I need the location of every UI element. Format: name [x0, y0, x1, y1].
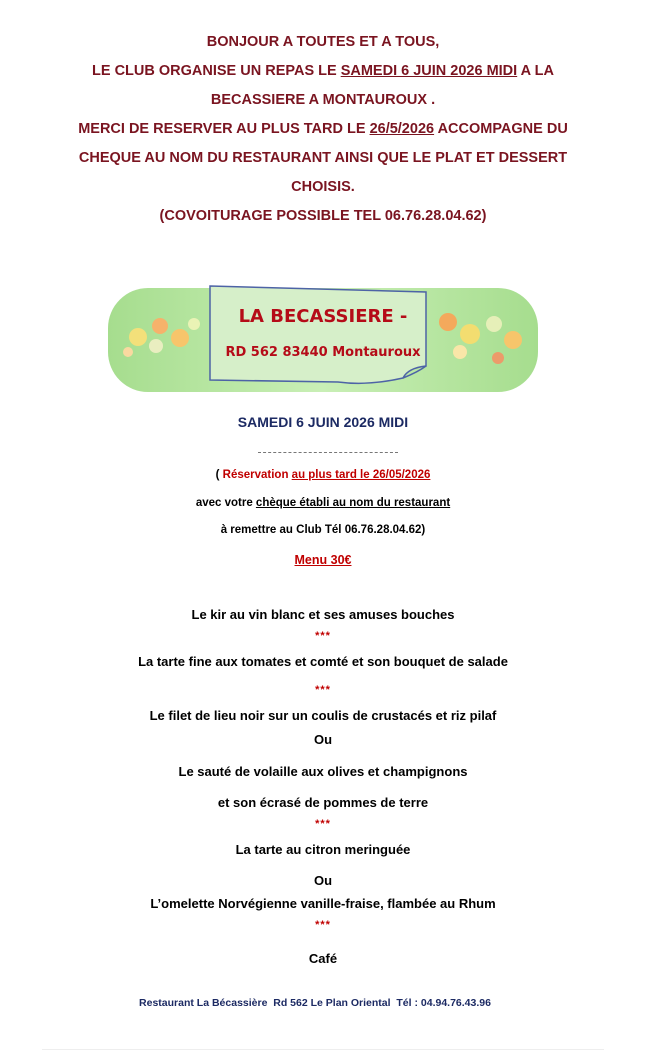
intro-deadline-date: 26/5/2026 — [369, 121, 435, 137]
intro-line-5: CHEQUE AU NOM DU RESTAURANT AINSI QUE LE PLAT ET DESSERT — [78, 150, 568, 166]
menu-entree: La tarte fine aux tomates et comté et son bouquet de salade — [138, 654, 508, 669]
menu-or-1: Ou — [313, 732, 333, 747]
menu-separator-3: *** — [315, 818, 331, 830]
menu-main-2-line-2: et son écrasé de pommes de terre — [217, 795, 429, 810]
cheque-text: chèque établi au nom du restaurant — [255, 497, 451, 509]
event-date: SAMEDI 6 JUIN 2026 MIDI — [237, 414, 409, 430]
bottom-divider — [42, 1049, 604, 1050]
intro-line-4 — [0, 115, 646, 144]
intro-line-2-prefix: LE CLUB ORGANISE UN REPAS LE — [92, 63, 341, 79]
intro-line-2-suffix: A LA — [517, 63, 554, 79]
intro-line-3: BECASSIERE A MONTAUROUX . — [210, 92, 436, 108]
restaurant-banner — [108, 282, 538, 394]
menu-coffee: Café — [308, 951, 338, 966]
reservation-label: Réservation — [222, 469, 292, 481]
menu-dessert-2: L’omelette Norvégienne vanille-fraise, flambée au Rhum — [150, 896, 496, 911]
menu-separator-1: *** — [315, 630, 331, 642]
menu-price: Menu 30€ — [294, 553, 352, 567]
restaurant-address: RD 562 83440 Montauroux — [225, 345, 421, 360]
cheque-line — [0, 497, 646, 509]
banner-graphic — [108, 282, 538, 394]
menu-separator-2: *** — [315, 684, 331, 696]
menu-main-2-line-1: Le sauté de volaille aux olives et champignons — [178, 764, 468, 779]
reservation-open: ( — [215, 469, 223, 481]
menu-separator-4: *** — [315, 919, 331, 931]
dashed-separator — [258, 452, 398, 453]
intro-line-1: BONJOUR A TOUTES ET A TOUS, — [206, 34, 440, 50]
reservation-line — [0, 469, 646, 481]
intro-message — [0, 28, 646, 231]
menu-dessert-1: La tarte au citron meringuée — [235, 842, 411, 857]
remettre-line: à remettre au Club Tél 06.76.28.04.62) — [220, 524, 426, 536]
intro-line-4-prefix: MERCI DE RESERVER AU PLUS TARD LE — [78, 121, 370, 137]
footer-contact: Restaurant La Bécassière Rd 562 Le Plan Oriental Tél : 04.94.76.43.96 — [139, 997, 491, 1009]
reservation-deadline: au plus tard le 26/05/2026 — [291, 469, 431, 481]
intro-line-2 — [0, 57, 646, 86]
intro-line-4-suffix: ACCOMPAGNE DU — [434, 121, 568, 137]
menu-starter: Le kir au vin blanc et ses amuses bouches — [191, 607, 455, 622]
cheque-prefix: avec votre — [195, 497, 256, 509]
scroll-shape — [210, 286, 426, 383]
menu-or-2: Ou — [313, 873, 333, 888]
menu-main-1: Le filet de lieu noir sur un coulis de crustacés et riz pilaf — [149, 708, 497, 723]
intro-line-7: (COVOITURAGE POSSIBLE TEL 06.76.28.04.62) — [159, 208, 487, 224]
intro-event-date: SAMEDI 6 JUIN 2026 MIDI — [340, 63, 518, 79]
restaurant-name: LA BECASSIERE - — [238, 306, 408, 327]
intro-line-6: CHOISIS. — [291, 179, 355, 195]
